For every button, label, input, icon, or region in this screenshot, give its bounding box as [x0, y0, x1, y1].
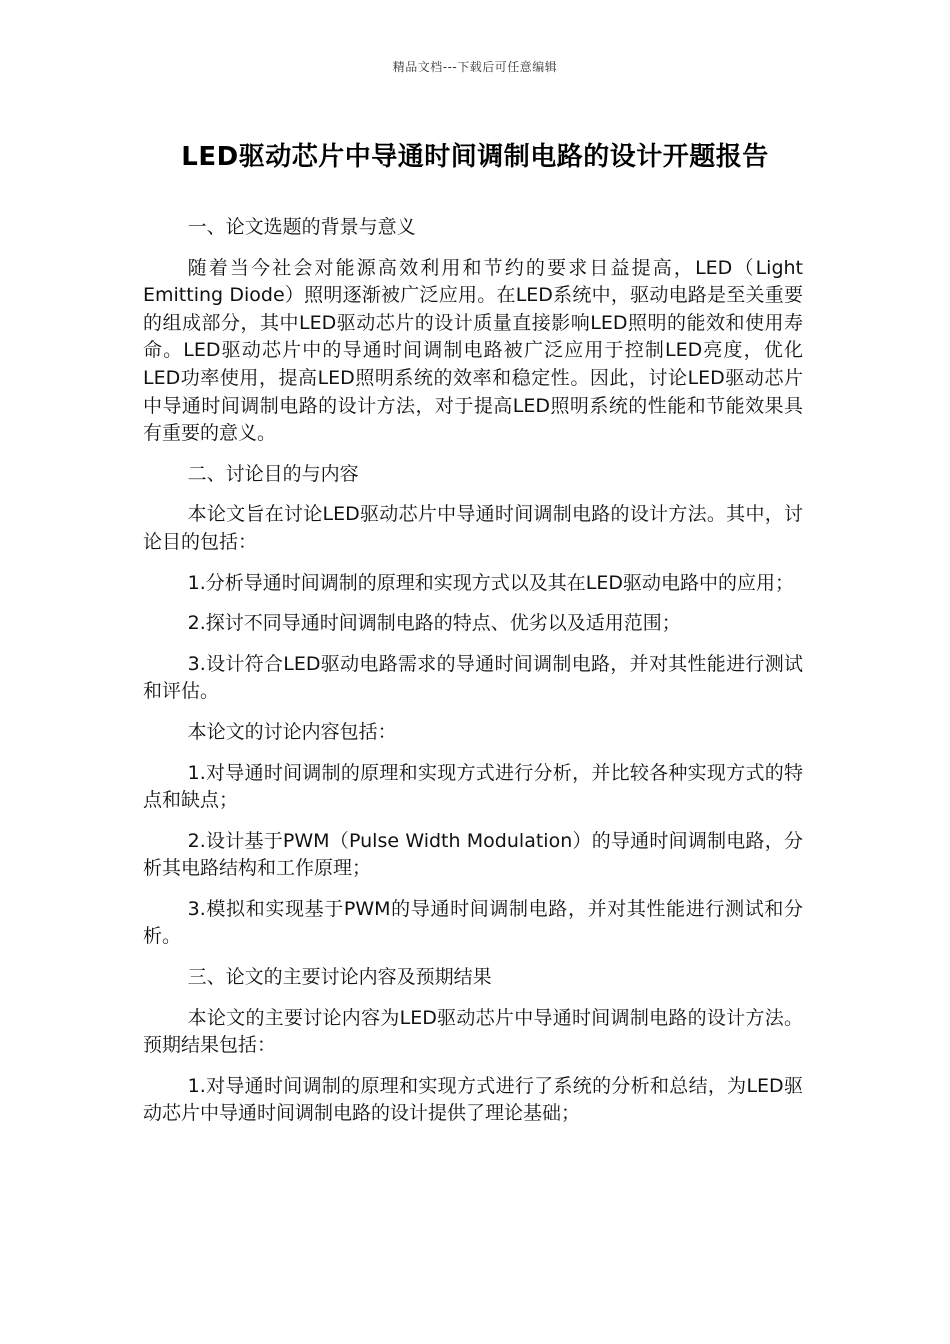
- list-item-content-1: 1.对导通时间调制的原理和实现方式进行分析，并比较各种实现方式的特点和缺点；: [143, 761, 803, 812]
- paragraph-background: 随着当今社会对能源高效利用和节约的要求日益提高，LED（Light Emitting Diode）照明逐渐被广泛应用。在LED系统中，驱动电路是至关重要的组成部分，其中LED驱动芯片的设计质量直接影响LED照明的能效和使用寿命。LED驱动芯片中的导通时间调制电路被广泛应用于控制LED亮度，优化LED功率使用，提高LED照明系统的效率和稳定性。因此，讨论LED驱动芯片中导通时间调制电路的设计方法，对于提高LED照明系统的性能和节能效果具有重要的意义。: [143, 256, 803, 445]
- list-item-content-3: 3.模拟和实现基于PWM的导通时间调制电路，并对其性能进行测试和分析。: [143, 897, 803, 948]
- document-body: [143, 214, 803, 1141]
- paragraph-content-intro: 本论文的讨论内容包括：: [187, 720, 397, 743]
- section-heading-results: 三、论文的主要讨论内容及预期结果: [187, 966, 492, 989]
- paragraph-purpose-intro: 本论文旨在讨论LED驱动芯片中导通时间调制电路的设计方法。其中，讨论目的包括：: [143, 503, 803, 553]
- list-item-purpose-1: 1.分析导通时间调制的原理和实现方式以及其在LED驱动电路中的应用；: [187, 571, 794, 594]
- section-heading-purpose: 二、讨论目的与内容: [187, 462, 359, 485]
- paragraph-results-intro: 本论文的主要讨论内容为LED驱动芯片中导通时间调制电路的设计方法。预期结果包括：: [143, 1006, 803, 1057]
- document-title: LED驱动芯片中导通时间调制电路的设计开题报告: [181, 142, 769, 172]
- list-item-purpose-3: 3.设计符合LED驱动电路需求的导通时间调制电路，并对其性能进行测试和评估。: [143, 652, 803, 703]
- section-heading-background: 一、论文选题的背景与意义: [187, 216, 416, 238]
- page-header-watermark: 精品文档---下载后可任意编辑: [392, 60, 558, 74]
- list-item-content-2: 2.设计基于PWM（Pulse Width Modulation）的导通时间调制电路，分析其电路结构和工作原理；: [143, 829, 803, 880]
- list-item-purpose-2: 2.探讨不同导通时间调制电路的特点、优劣以及适用范围；: [187, 612, 681, 635]
- list-item-results-1: 1.对导通时间调制的原理和实现方式进行了系统的分析和总结，为LED驱动芯片中导通时间调制电路的设计提供了理论基础；: [143, 1074, 803, 1125]
